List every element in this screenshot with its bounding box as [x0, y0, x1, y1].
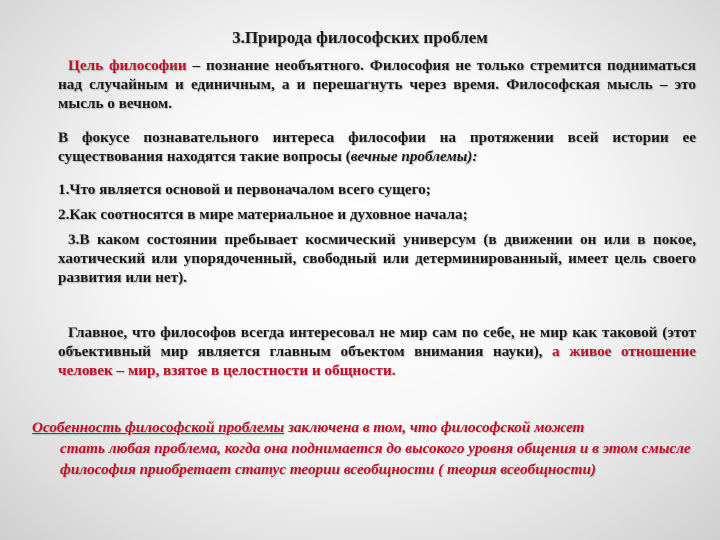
paragraph-focus: [58, 128, 696, 166]
eternal-problems-term: вечные проблемы):: [350, 148, 478, 165]
goal-text: – познание необъятного. Философия не только стремится подниматься над случайным и единичным, а и перешагнуть через время. Философская мысль – это мысль о вечном.: [58, 57, 697, 112]
paragraph-feature: [32, 417, 700, 480]
question-1: 1.Что является основой и первоначалом всего сущего;: [58, 181, 431, 198]
main-text: Главное, что философов всегда интересовал не мир сам по себе, не мир как таковой (этот объективный мир является главным объектом внимания науки),: [58, 324, 696, 360]
focus-text: В фокусе познавательного интереса философии на протяжении всей истории ее существования находятся такие вопросы (: [58, 129, 696, 165]
slide-title: 3.Природа философских проблем: [232, 28, 488, 47]
paragraph-main: [58, 323, 696, 380]
main-highlight: а живое отношение человек – мир, взятое в целостности и общности.: [58, 343, 696, 379]
feature-term: Особенность философской проблемы: [32, 419, 285, 436]
question-2: 2.Как соотносятся в мире материальное и духовное начала;: [58, 206, 468, 223]
feature-first-line: заключена в том, что философской может: [284, 419, 585, 436]
feature-rest: стать любая проблема, когда она поднимается до высокого уровня общения и в этом смысле философия приобретает статус теории всеобщности ( теория всеобщности): [60, 440, 691, 478]
goal-term: Цель философии: [68, 57, 187, 74]
question-3: 3.В каком состоянии пребывает космический универсум (в движении он или в покое, хаотический или упорядоченный, свободный или детерминированный, имеет цель своего развития или нет).: [58, 231, 696, 286]
paragraph-goal: [58, 56, 696, 113]
